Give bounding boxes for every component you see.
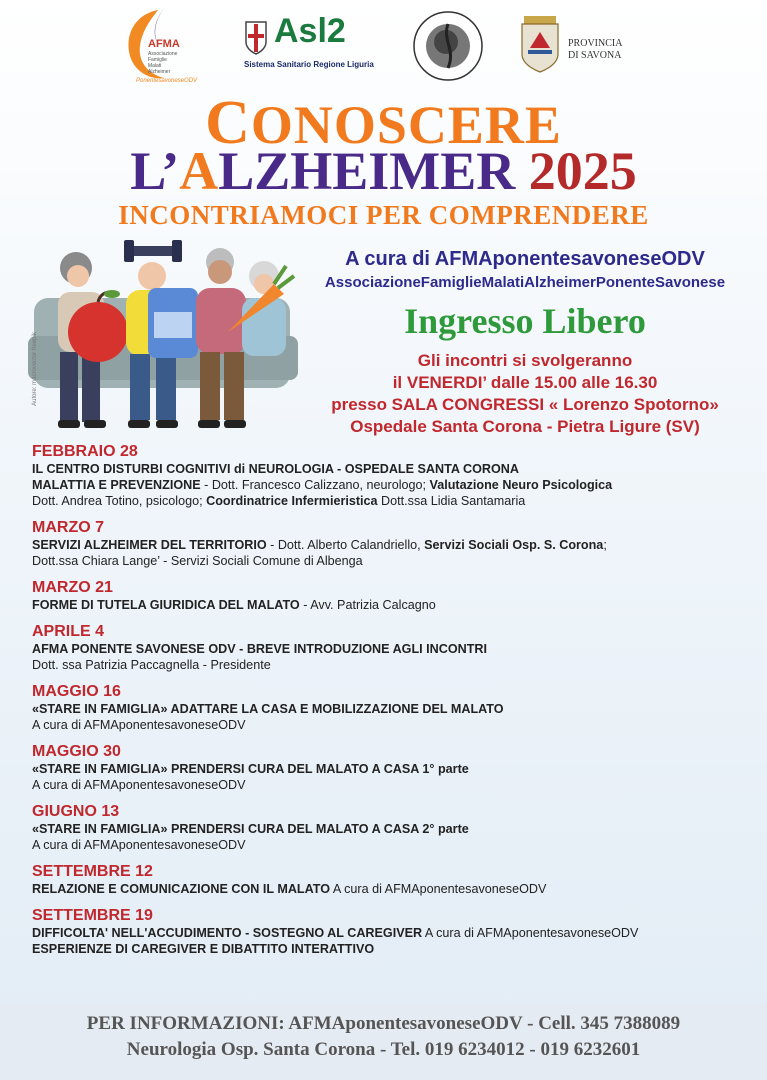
info-line-4: Ospedale Santa Corona - Pietra Ligure (SV) — [350, 417, 700, 436]
afma-logo-l1: Associazione — [148, 51, 178, 57]
event-date: GIUGNO 13 — [32, 803, 120, 820]
ingresso-libero: Ingresso Libero — [404, 301, 646, 341]
event-sep-19 — [32, 906, 752, 957]
medallion-logo — [412, 10, 484, 82]
title-initial-a: A — [179, 141, 219, 201]
event-speaker: A cura di AFMAponentesavoneseODV — [330, 882, 547, 896]
event-title — [32, 881, 752, 897]
illustration-credit: Autore: macrovector freepik — [31, 332, 38, 406]
afma-logo-l3: Malati — [148, 63, 162, 69]
event-mar-7 — [32, 518, 752, 569]
event-date: APRILE 4 — [32, 623, 105, 640]
event-title-text: «STARE IN FAMIGLIA» PRENDERSI CURA DEL MALATO A CASA 2° parte — [32, 822, 469, 836]
event-speaker: - Avv. Patrizia Calcagno — [299, 598, 436, 612]
event-date: MAGGIO 16 — [32, 683, 121, 700]
logo-bar — [0, 0, 767, 90]
event-sep-12 — [32, 862, 752, 897]
event-title-text: «STARE IN FAMIGLIA» PRENDERSI CURA DEL MALATO A CASA 1° parte — [32, 762, 469, 776]
asl2-logo — [244, 12, 374, 76]
event-may-16 — [32, 682, 752, 733]
event-may-30 — [32, 742, 752, 793]
event-speaker-2: Dott. Andrea Totino, psicologo; — [32, 494, 207, 508]
elderly-group-icon — [28, 236, 298, 436]
event-title — [32, 761, 752, 777]
event-detail — [32, 941, 752, 957]
event-title-text: IL CENTRO DISTURBI COGNITIVI di NEUROLOGIA - OSPEDALE SANTA CORONA — [32, 462, 519, 476]
title-prefix: L’ — [130, 141, 180, 201]
event-title-text: FORME DI TUTELA GIURIDICA DEL MALATO — [32, 598, 300, 612]
event-title — [32, 461, 752, 477]
organizer-full-name: AssociazioneFamiglieMalatiAlzheimerPonenteSavonese — [324, 274, 726, 291]
footer-phone-line: Neurologia Osp. Santa Corona - Tel. 019 6234012 - 019 6232601 — [126, 1039, 641, 1060]
schedule — [32, 442, 752, 966]
event-detail — [32, 477, 752, 493]
event-date: SETTEMBRE 12 — [32, 863, 153, 880]
asl2-sub: Sistema Sanitario Regione Liguria — [244, 60, 374, 69]
liguria-shield-icon — [244, 20, 268, 56]
title-rest-2: LZHEIMER — [218, 141, 529, 201]
event-title — [32, 821, 752, 837]
event-title — [32, 597, 752, 613]
provincia-crest-icon — [518, 14, 562, 76]
event-apr-4 — [32, 622, 752, 673]
afma-logo-big: AFMA — [148, 38, 180, 50]
title-rest-1: ONOSCERE — [250, 95, 562, 155]
event-punct: ; — [603, 538, 607, 552]
title-line-2 — [0, 140, 767, 202]
asl2-name: Asl2 — [274, 12, 346, 50]
event-title-text: RELAZIONE E COMUNICAZIONE CON IL MALATO — [32, 882, 331, 896]
event-date: FEBBRAIO 28 — [32, 443, 138, 460]
info-line-1: Gli incontri si svolgeranno — [417, 351, 633, 370]
afma-logo — [118, 4, 196, 90]
event-detail: Dott. ssa Patrizia Paccagnella - Presidente — [32, 658, 271, 672]
event-speaker: A cura di AFMAponentesavoneseODV — [422, 926, 639, 940]
event-subtitle: ESPERIENZE DI CAREGIVER E DIBATTITO INTERATTIVO — [32, 942, 375, 956]
afma-logo-l4: Alzheimer — [148, 69, 171, 75]
medallion-icon — [412, 10, 484, 82]
provincia-logo — [518, 14, 628, 78]
event-speaker: - Dott. Francesco Calizzano, neurologo; — [200, 478, 430, 492]
event-detail-2 — [32, 493, 752, 509]
afma-logo-bottom: PonentesavoneseODV — [136, 78, 198, 84]
event-subtitle: MALATTIA E PREVENZIONE — [32, 478, 201, 492]
event-topic: Servizi Sociali Osp. S. Corona — [424, 538, 604, 552]
event-detail: A cura di AFMAponentesavoneseODV — [32, 718, 246, 732]
event-date: MAGGIO 30 — [32, 743, 121, 760]
event-speaker-3: Dott.ssa Lidia Santamaria — [377, 494, 526, 508]
organizer-line: A cura di AFMAponentesavoneseODV — [345, 248, 705, 270]
afma-logo-l2: Famiglie — [148, 57, 167, 63]
provincia-l1: PROVINCIA — [568, 38, 623, 49]
elderly-people-illustration — [28, 236, 298, 436]
event-title-text: DIFFICOLTA' NELL'ACCUDIMENTO - SOSTEGNO AL CAREGIVER — [32, 926, 423, 940]
footer-info-line: PER INFORMAZIONI: AFMAponentesavoneseODV - Cell. 345 7388089 — [86, 1013, 681, 1034]
title-initial-c: C — [205, 89, 251, 157]
subtitle: INCONTRIAMOCI PER COMPRENDERE — [118, 200, 649, 230]
info-line-2: il VENERDI’ dalle 15.00 alle 16.30 — [392, 373, 658, 392]
event-topic: Valutazione Neuro Psicologica — [429, 478, 613, 492]
event-topic-2: Coordinatrice Infermieristica — [206, 494, 378, 508]
event-title — [32, 641, 752, 657]
event-feb-28 — [32, 442, 752, 509]
event-speaker: - Dott. Alberto Calandriello, — [266, 538, 425, 552]
event-jun-13 — [32, 802, 752, 853]
event-title — [32, 701, 752, 717]
event-title-text: «STARE IN FAMIGLIA» ADATTARE LA CASA E MOBILIZZAZIONE DEL MALATO — [32, 702, 504, 716]
event-title-text: SERVIZI ALZHEIMER DEL TERRITORIO — [32, 538, 267, 552]
event-detail: Dott.ssa Chiara Lange’ - Servizi Sociali Comune di Albenga — [32, 554, 363, 568]
event-detail: A cura di AFMAponentesavoneseODV — [32, 838, 246, 852]
event-date: SETTEMBRE 19 — [32, 907, 153, 924]
meeting-info — [290, 350, 760, 438]
title-year: 2025 — [528, 141, 637, 201]
event-date: MARZO 21 — [32, 579, 113, 596]
event-date: MARZO 7 — [32, 519, 104, 536]
provincia-l2: DI SAVONA — [568, 50, 622, 61]
info-line-3: presso SALA CONGRESSI « Lorenzo Spotorno» — [331, 395, 719, 414]
event-detail: A cura di AFMAponentesavoneseODV — [32, 778, 246, 792]
event-title-text: AFMA PONENTE SAVONESE ODV - BREVE INTRODUZIONE AGLI INCONTRI — [32, 642, 488, 656]
event-title — [32, 925, 752, 941]
footer — [0, 1003, 767, 1080]
event-mar-21 — [32, 578, 752, 613]
event-title — [32, 537, 752, 553]
